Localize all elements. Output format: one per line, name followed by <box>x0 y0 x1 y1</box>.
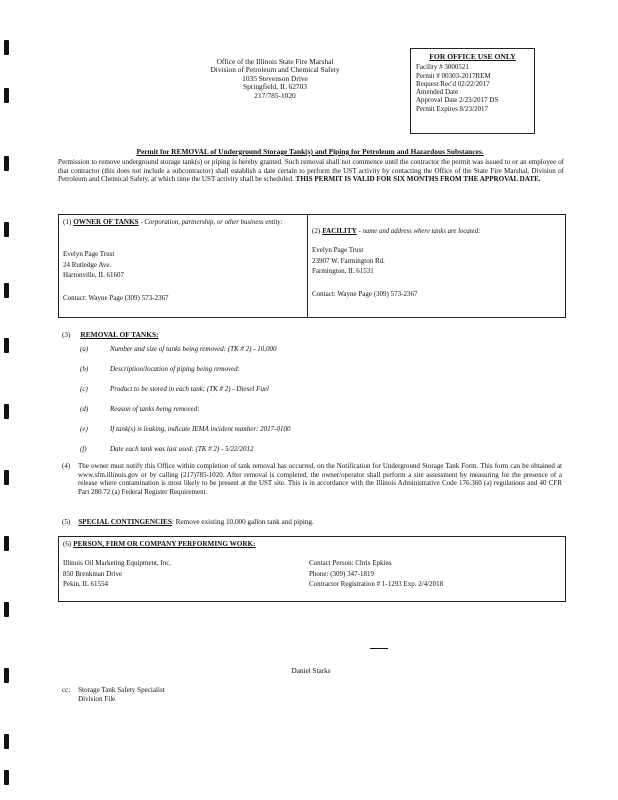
permit-intro <box>58 158 564 184</box>
agency-city: Springfield, IL 62703 <box>243 82 307 92</box>
removal-section <box>62 324 159 342</box>
contractor-heading <box>63 540 256 549</box>
contractor-number: (6) <box>63 540 72 548</box>
item-text: Product to be stored in each tank: (TK # 2) - Diesel Fuel <box>110 385 269 393</box>
margin-mark <box>4 338 9 353</box>
margin-mark <box>4 602 9 617</box>
permit-title: Permit for REMOVAL of Underground Storage Tank(s) and Piping for Petroleum and Hazardous Substances. <box>136 147 484 156</box>
contractor-address <box>63 558 171 590</box>
removal-item <box>80 405 200 413</box>
notification-text: The owner must notify this Office within completion of tank removal has occurred, on the Notification for Underground Storage Tank Form. This form can be obtained at www.sfm.illinois.gov or by calling (217)785-1020. After removal is completed, the owner/operator shall perform a site assessment by measuring for the presence of a release where contamination is most likely to be present at the UST site. This is in accordance with the Illinois Administrative Code 176.360 (a) regulations and 40 CFR Part 280.72 (a) Federal Register Requirement. <box>78 462 562 496</box>
contractor-company: Illinois Oil Marketing Equipment, Inc. <box>63 559 172 567</box>
margin-mark <box>4 222 9 237</box>
margin-mark <box>4 283 9 298</box>
owner-city: Hartonville, IL 61607 <box>63 271 124 279</box>
owner-section <box>59 215 308 317</box>
cc-recipient: Storage Tank Safety Specialist <box>78 686 165 694</box>
contractor-title: PERSON, FIRM OR COMPANY PERFORMING WORK: <box>73 540 256 548</box>
item-text: Number and size of tanks being removed: (TK # 2) - 10,000 <box>110 345 277 353</box>
notification-number: (4) <box>62 462 71 470</box>
margin-mark <box>4 156 9 171</box>
intro-text: Permission to remove underground storage tank(s) or piping is hereby granted. Such removal shall not commence until the contractor the permit was issued to or an employee of that contractor (this does not include a subcontractor) shall establish a date certain to perform the UST activity by contacting the Office of the State Fire Marshal, Division of Petroleum and Chemical Safety, at which time the UST activity shall be scheduled. <box>58 158 564 184</box>
office-use-box <box>410 48 535 134</box>
item-text: Description/location of piping being removed: <box>110 365 240 373</box>
margin-mark <box>4 536 9 551</box>
owner-contact: Contact: Wayne Page (309) 573-2367 <box>63 294 169 302</box>
margin-mark <box>4 470 9 485</box>
office-use-heading: FOR OFFICE USE ONLY <box>429 52 516 61</box>
expiration-date: Permit Expires 8/23/2017 <box>416 104 488 113</box>
margin-mark <box>4 770 9 785</box>
agency-street: 1035 Stevenson Drive <box>242 73 308 83</box>
item-label: (f) <box>80 445 87 453</box>
owner-heading <box>63 218 301 228</box>
removal-title: REMOVAL OF TANKS: <box>80 330 159 339</box>
margin-mark <box>4 734 9 749</box>
amended-date: Amended Date <box>416 88 459 97</box>
contractor-box <box>58 536 566 602</box>
item-label: (e) <box>80 425 88 433</box>
contingencies-title: SPECIAL CONTINGENCIES <box>78 518 172 526</box>
facility-description: - name and address where tanks are located: <box>358 228 481 235</box>
facility-number: Facility # 3000521 <box>416 63 469 72</box>
margin-mark <box>4 668 9 683</box>
margin-mark <box>4 404 9 419</box>
signer-name: Daniel Starks <box>291 667 331 675</box>
removal-number: (3) <box>62 331 71 339</box>
contact-person: Contact Person: Chris Epkins <box>309 559 392 567</box>
signature-line <box>370 648 388 649</box>
owner-description: - Corporation, partnership, or other business entity: <box>140 219 283 226</box>
notification-paragraph <box>62 462 562 496</box>
facility-title: FACILITY <box>322 227 357 235</box>
facility-name: Evelyn Page Trust <box>312 246 364 254</box>
owner-title: OWNER OF TANKS <box>73 218 139 226</box>
facility-contact: Contact: Wayne Page (309) 573-2367 <box>312 290 418 298</box>
cc-recipient: Division File <box>78 694 116 703</box>
owner-name: Evelyn Page Trust <box>63 250 115 258</box>
agency-phone: 217/785-1020 <box>254 90 296 100</box>
contractor-registration: Contractor Registration # 1-1293 Exp. 2/4/2018 <box>309 580 444 588</box>
request-date: Request Rec'd 02/22/2017 <box>416 79 490 88</box>
removal-item <box>80 365 240 373</box>
cc-label: cc: <box>62 686 71 694</box>
contingencies-number: (5) <box>62 518 71 526</box>
margin-mark <box>4 88 9 103</box>
item-text: If tank(s) is leaking, indicate IEMA incident number: 2017-0100 <box>110 425 291 433</box>
cc-block <box>62 686 165 703</box>
facility-section <box>308 215 565 317</box>
contingencies-section <box>62 518 562 526</box>
owner-address <box>63 249 124 281</box>
facility-city: Farmington, IL 61531 <box>312 267 374 275</box>
permit-number: Permit # 00303-2017REM <box>416 71 491 80</box>
item-label: (a) <box>80 345 89 353</box>
owner-number: (1) <box>63 218 72 226</box>
agency-header <box>150 58 400 100</box>
contractor-contact <box>309 558 443 590</box>
contractor-phone: Phone: (309) 347-1819 <box>309 569 374 578</box>
removal-item <box>80 425 290 433</box>
margin-mark <box>4 40 9 55</box>
item-text: Reason of tanks being removed: <box>110 405 200 413</box>
facility-number-label: (2) <box>312 227 321 235</box>
item-label: (d) <box>80 405 89 413</box>
facility-heading <box>312 227 562 237</box>
item-label: (c) <box>80 385 88 393</box>
approval-date: Approval Date 2/23/2017 DS <box>416 96 499 105</box>
agency-division: Division of Petroleum and Chemical Safety <box>210 65 340 75</box>
item-label: (b) <box>80 365 89 373</box>
removal-item <box>80 385 269 393</box>
owner-facility-box <box>58 214 566 318</box>
facility-street: 23907 W. Farmington Rd. <box>312 256 385 265</box>
item-text: Date each tank was last used: (TK # 2) - 5/22/2012 <box>110 445 254 453</box>
owner-street: 24 Rutledge Ave. <box>63 260 112 269</box>
agency-name: Office of the Illinois State Fire Marshal <box>216 57 334 66</box>
removal-item <box>80 445 254 453</box>
removal-item <box>80 345 277 353</box>
contractor-city: Pekin, IL 61554 <box>63 580 109 588</box>
facility-address <box>312 245 385 277</box>
validity-notice: THIS PERMIT IS VALID FOR SIX MONTHS FROM THE APPROVAL DATE. <box>295 175 541 184</box>
contractor-street: 850 Brenkman Drive <box>63 569 123 578</box>
contingencies-text: : Remove existing 10,000 gallon tank and piping. <box>171 518 314 526</box>
